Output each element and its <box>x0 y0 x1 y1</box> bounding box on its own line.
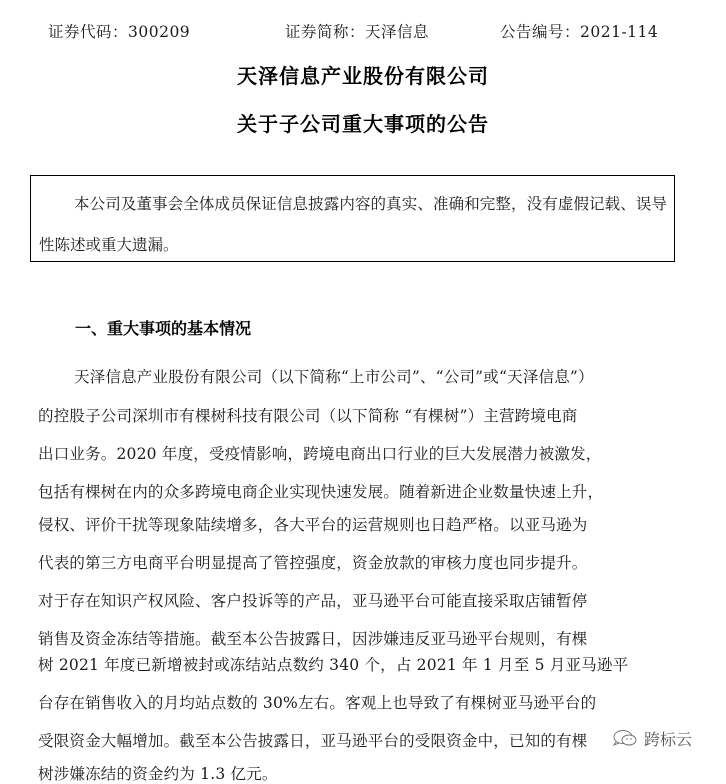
disclaimer-box <box>30 175 675 262</box>
announcement-title: 关于子公司重大事项的公告 <box>237 112 489 136</box>
stock-abbreviation: 证券简称：天泽信息 <box>285 23 430 41</box>
body-line: 受限资金大幅增加。截至本公告披露日，亚马逊平台的受限资金中，已知的有棵 <box>38 732 588 750</box>
announcement-header <box>0 20 726 44</box>
body-line: 侵权、评价干扰等现象陆续增多，各大平台的运营规则也日趋严格。以亚马逊为 <box>38 516 588 534</box>
body-line: 树 2021 年度已新增被封或冻结站点数约 340 个，占 2021 年 1 月至 5 月亚马逊平 <box>38 656 629 674</box>
company-title: 天泽信息产业股份有限公司 <box>237 64 489 88</box>
body-line: 销售及资金冻结等措施。截至本公告披露日，因涉嫌违反亚马逊平台规则，有棵 <box>38 630 588 648</box>
body-line: 代表的第三方电商平台明显提高了管控强度，资金放款的审核力度也同步提升。 <box>38 554 588 572</box>
announcement-number: 公告编号：2021-114 <box>500 23 659 41</box>
watermark <box>612 726 692 750</box>
watermark-text: 跨标云 <box>644 729 693 749</box>
stock-code: 证券代码：300209 <box>48 23 191 41</box>
wechat-icon <box>612 729 638 747</box>
body-line: 台存在销售收入的月均站点数的 30%左右。客观上也导致了有棵树亚马逊平台的 <box>38 694 597 712</box>
body-line: 的控股子公司深圳市有棵树科技有限公司（以下简称 “有棵树”）主营跨境电商 <box>38 407 578 425</box>
body-line: 对于存在知识产权风险、客户投诉等的产品，亚马逊平台可能直接采取店铺暂停 <box>38 592 588 610</box>
body-line: 天泽信息产业股份有限公司（以下简称“上市公司”、“公司”或“天泽信息”） <box>74 368 594 386</box>
section-heading: 一、重大事项的基本情况 <box>75 319 252 338</box>
body-line: 包括有棵树在内的众多跨境电商企业实现快速发展。随着新进企业数量快速上升， <box>38 483 604 501</box>
body-line: 出口业务。2020 年度，受疫情影响，跨境电商出口行业的巨大发展潜力被激发， <box>38 445 602 463</box>
disclaimer-text: 本公司及董事会全体成员保证信息披露内容的真实、准确和完整，没有虚假记载、误导性陈述或重大遗漏。 <box>39 195 667 254</box>
body-line: 树涉嫌冻结的资金约为 1.3 亿元。 <box>38 765 278 783</box>
